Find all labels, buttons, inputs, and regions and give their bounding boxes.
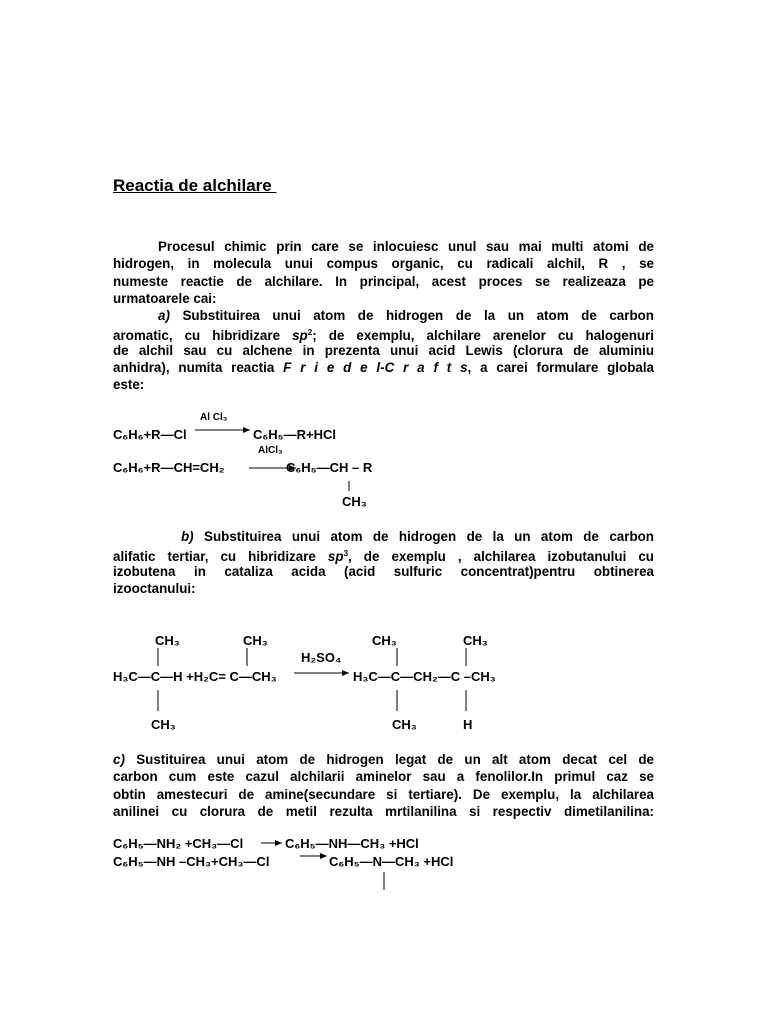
eq3-bottom-ch3-2: CH₃: [392, 717, 417, 732]
section-c-label: c): [113, 752, 125, 767]
eq2-catalyst: AlCl₃: [258, 445, 283, 456]
eq5-right: C₆H₅—N—CH₃ +HCl: [329, 854, 454, 869]
eq3-top-ch3-2: CH₃: [243, 633, 268, 648]
eq2-branch: CH₃: [342, 494, 367, 509]
eq2-right: C₆H₅—CH – R: [286, 460, 373, 475]
eq4-right: C₆H₅—NH—CH₃ +HCl: [285, 836, 419, 851]
section-b-text-1: Substituirea unui atom de hidrogen de la un atom de carbon: [204, 529, 654, 544]
intro-line-3: numeste reactie de alchilare. In principal, acest proces se realizeaza pe: [113, 273, 654, 289]
sp-exponent: 2: [307, 328, 313, 338]
eq3-bottom-h: H: [463, 717, 473, 732]
section-a-line-3: de alchil sau cu alchene in prezenta unui acid Lewis (clorura de aluminiu: [113, 342, 654, 358]
sp-hybrid-b: sp: [327, 549, 344, 565]
sp-exponent-b: 3: [343, 549, 349, 559]
section-b-text-2a: alifatic tertiar, cu hibridizare: [113, 549, 316, 565]
section-a-text-1: Substituirea unui atom de hidrogen de la un atom de carbon: [182, 308, 654, 323]
eq3-right: H₃C—C—CH₂—C –CH₃: [353, 669, 496, 684]
intro-line-4: urmatoarele cai:: [113, 290, 217, 306]
section-a-text-2a: aromatic, cu hibridizare: [113, 328, 281, 344]
section-c-line-3: obtin amestecuri de amine(secundare si tertiare). De exemplu, la alchilarea: [113, 786, 654, 802]
section-b-line-4: izooctanului:: [113, 580, 196, 596]
section-a-line-5: este:: [113, 377, 145, 393]
eq2-left: C₆H₆+R—CH=CH₂: [113, 460, 225, 475]
section-a-text-4b: , a carei formulare globala: [467, 359, 654, 375]
section-b-label: b): [181, 529, 194, 544]
eq3-top-ch3-1: CH₃: [155, 633, 180, 648]
eq3-catalyst: H₂SO₄: [301, 650, 342, 665]
eq5-left: C₆H₅—NH –CH₃+CH₃—Cl: [113, 854, 270, 869]
eq3-top-ch3-3: CH₃: [372, 633, 397, 648]
section-c-text-1: Sustituirea unui atom de hidrogen legat de un alt atom decat cel de: [136, 752, 654, 767]
eq1-left: C₆H₆+R—Cl: [113, 427, 187, 442]
eq3-left: H₃C—C—H +H₂C= C—CH₃: [113, 669, 277, 684]
eq4-left: C₆H₅—NH₂ +CH₃—Cl: [113, 836, 244, 851]
section-a-label: a): [158, 308, 170, 323]
eq1-right: C₆H₅—R+HCl: [253, 427, 337, 442]
eq1-catalyst: Al Cl₃: [200, 412, 228, 423]
section-b-line-3: izobutena in cataliza acida (acid sulfuric concentrat)pentru obtinerea: [113, 563, 654, 579]
intro-line-2: hidrogen, in molecula unui compus organic, cu radicali alchil, R , se: [113, 256, 654, 272]
section-c-line-2: carbon cum este cazul alchilarii aminelor sau a fenolilor.In primul caz se: [113, 769, 654, 785]
eq3-top-ch3-4: CH₃: [463, 633, 488, 648]
section-a-text-4a: anhidra), numita reactia: [113, 359, 275, 375]
friedel-crafts-name: F r i e d e l-C r a f t s: [283, 359, 468, 375]
section-c-line-4: anilinei cu clorura de metil rezulta mrtilanilina si respectiv dimetilanilina:: [113, 803, 654, 819]
section-b-text-2b: , de exemplu , alchilarea izobutanului cu: [348, 549, 654, 565]
intro-line-1: Procesul chimic prin care se inlocuiesc unul sau mai multi atomi de: [158, 239, 654, 254]
section-a-text-2b: ; de exemplu, alchilare arenelor cu halogenuri: [312, 328, 654, 344]
eq3-bottom-ch3-1: CH₃: [151, 717, 176, 732]
sp-hybrid: sp: [292, 328, 308, 344]
page-title: Reactia de alchilare: [113, 176, 277, 195]
